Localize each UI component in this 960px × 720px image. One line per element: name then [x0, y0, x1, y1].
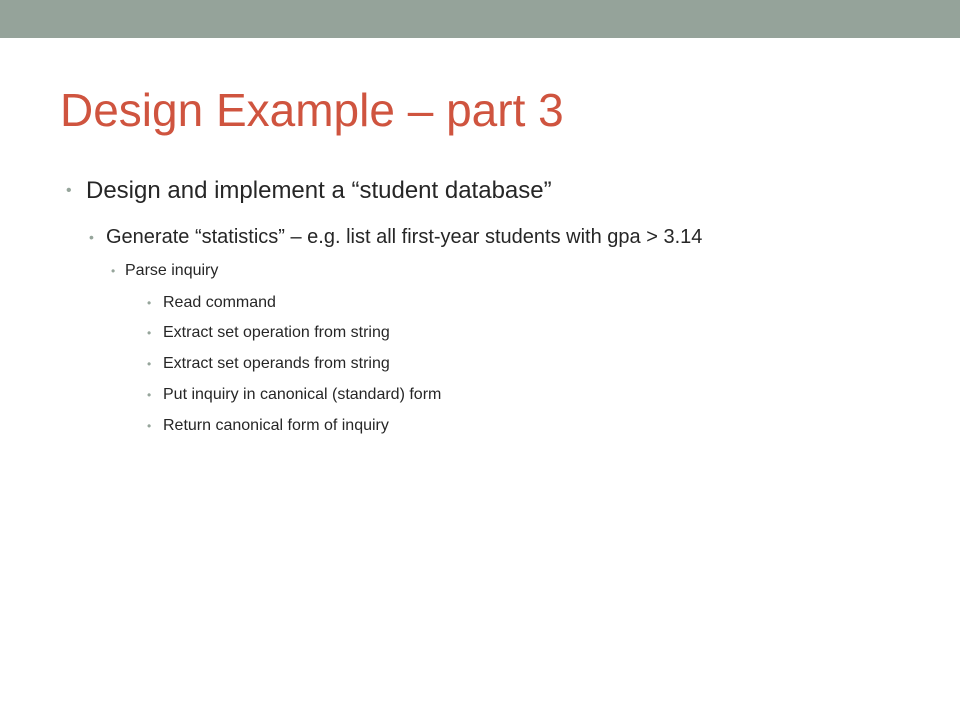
bullet-level-4 [147, 384, 442, 406]
bullet-marker: • [147, 326, 152, 340]
bullet-text: Return canonical form of inquiry [163, 417, 389, 434]
bullet-level-4 [147, 292, 276, 314]
bullet-level-1 [66, 175, 552, 207]
bullet-text: Extract set operands from string [163, 355, 390, 372]
bullet-marker: • [147, 296, 152, 310]
bullet-text: Parse inquiry [125, 262, 219, 279]
bullet-marker: • [111, 264, 116, 278]
bullet-marker: • [147, 419, 152, 433]
bullet-text: Put inquiry in canonical (standard) form [163, 386, 442, 403]
bullet-text: Extract set operation from string [163, 324, 390, 341]
bullet-marker: • [147, 357, 152, 371]
bullet-level-4 [147, 415, 389, 437]
bullet-marker: • [89, 229, 94, 245]
bullet-level-4 [147, 322, 390, 344]
slide-title: Design Example – part 3 [60, 84, 564, 136]
bullet-text: Design and implement a “student database” [86, 177, 552, 204]
bullet-text: Read command [163, 294, 276, 311]
bullet-level-4 [147, 353, 390, 375]
bullet-marker: • [66, 182, 72, 199]
bullet-level-2 [89, 223, 703, 251]
bullet-level-3 [111, 260, 219, 282]
top-accent-bar [0, 0, 960, 38]
bullet-marker: • [147, 388, 152, 402]
bullet-text: Generate “statistics” – e.g. list all first-year students with gpa > 3.14 [106, 226, 703, 248]
